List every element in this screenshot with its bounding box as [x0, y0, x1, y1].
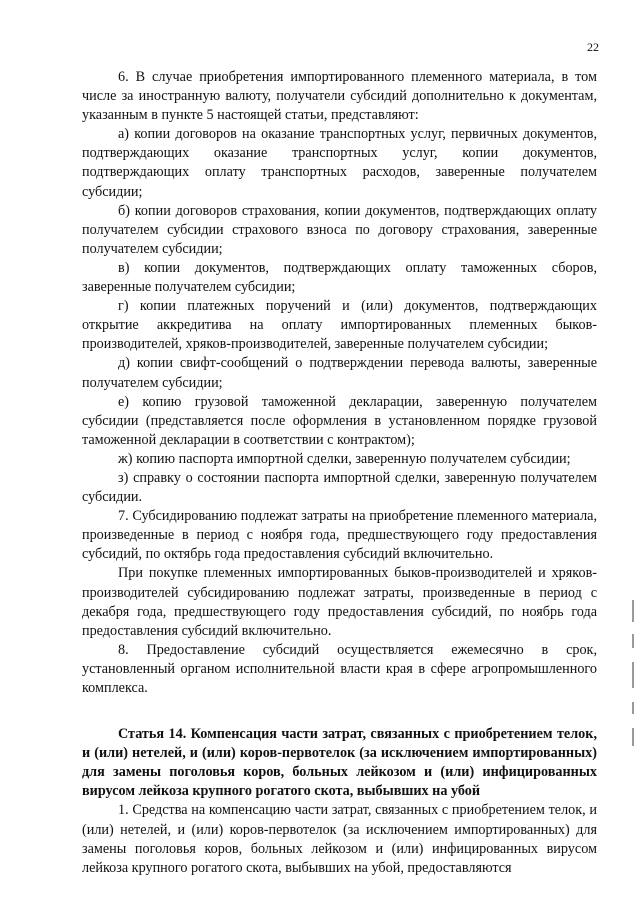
scan-mark	[632, 600, 634, 622]
paragraph-7: 7. Субсидированию подлежат затраты на приобретение племенного материала, произведенные в период с ноября года, предшествующего году предоставления субсидий, по октябрь года предоставления субсидий включительно.	[82, 508, 597, 563]
document-body	[82, 68, 597, 878]
paragraph-6b: б) копии договоров страхования, копии документов, подтверждающих оплату получателем субсидии страхового взноса по договору страхования, заверенные получателем субсидии;	[82, 202, 597, 257]
paragraph-6: 6. В случае приобретения импортированного племенного материала, в том числе за иностранную валюту, получатели субсидий дополнительно к документам, указанным в пункте 5 настоящей статьи, представляют:	[82, 69, 597, 124]
paragraph-6z: з) справку о состоянии паспорта импортной сделки, заверенную получателем субсидии.	[82, 469, 597, 506]
paragraph-6e: е) копию грузовой таможенной декларации, заверенную получателем субсидии (представляется после оформления в установленном порядке грузовой таможенной декларации в соответствии с контрактом);	[82, 393, 597, 448]
scan-mark	[632, 662, 634, 688]
scan-mark	[632, 728, 634, 746]
paragraph-6d: д) копии свифт-сообщений о подтверждении перевода валюты, заверенные получателем субсидии;	[82, 355, 597, 391]
paragraph-6zh: ж) копию паспорта импортной сделки, заверенную получателем субсидии;	[118, 450, 571, 467]
paragraph-8: 8. Предоставление субсидий осуществляется ежемесячно в срок, установленный органом исполнительной власти края в сфере агропромышленного комплекса.	[82, 641, 597, 696]
article-14-paragraph-1: 1. Средства на компенсацию части затрат, связанных с приобретением телок, и (или) нетелей, и (или) коров-первотелок (за исключением импортированных) для замены поголовья коров, больных лейкозом и (или) инфицированных вирусом лейкоза крупного рогатого скота, выбывших на убой, предоставляются	[82, 802, 597, 876]
article-14-heading: Статья 14. Компенсация части затрат, связанных с приобретением телок, и (или) нетелей, и (или) коров-первотелок (за исключением импортированных) для замены поголовья коров, больных лейкозом и (или) инфицированных вирусом лейкоза крупного рогатого скота, выбывших на убой	[82, 726, 597, 800]
scan-edge-marks	[632, 600, 634, 750]
paragraph-6g: г) копии платежных поручений и (или) документов, подтверждающих открытие аккредитива на оплату импортированных племенных быков-производителей, хряков-производителей, заверенные получателем субсидии;	[82, 298, 597, 353]
scan-mark	[632, 702, 634, 714]
scan-mark	[632, 634, 634, 648]
paragraph-6a: а) копии договоров на оказание транспортных услуг, первичных документов, подтверждающих оказание транспортных услуг, копии документов, подтверждающих оплату транспортных расходов, заверенные получателем субсидии;	[82, 126, 597, 200]
page-number: 22	[587, 40, 599, 54]
paragraph-7-imported: При покупке племенных импортированных быков-производителей и хряков-производителей субсидированию подлежат затраты, произведенные в период с декабря года, предшествующего году предоставления субсидий, по ноябрь года предоставления субсидий включительно.	[82, 565, 597, 639]
paragraph-6v: в) копии документов, подтверждающих оплату таможенных сборов, заверенные получателем субсидии;	[82, 259, 597, 296]
